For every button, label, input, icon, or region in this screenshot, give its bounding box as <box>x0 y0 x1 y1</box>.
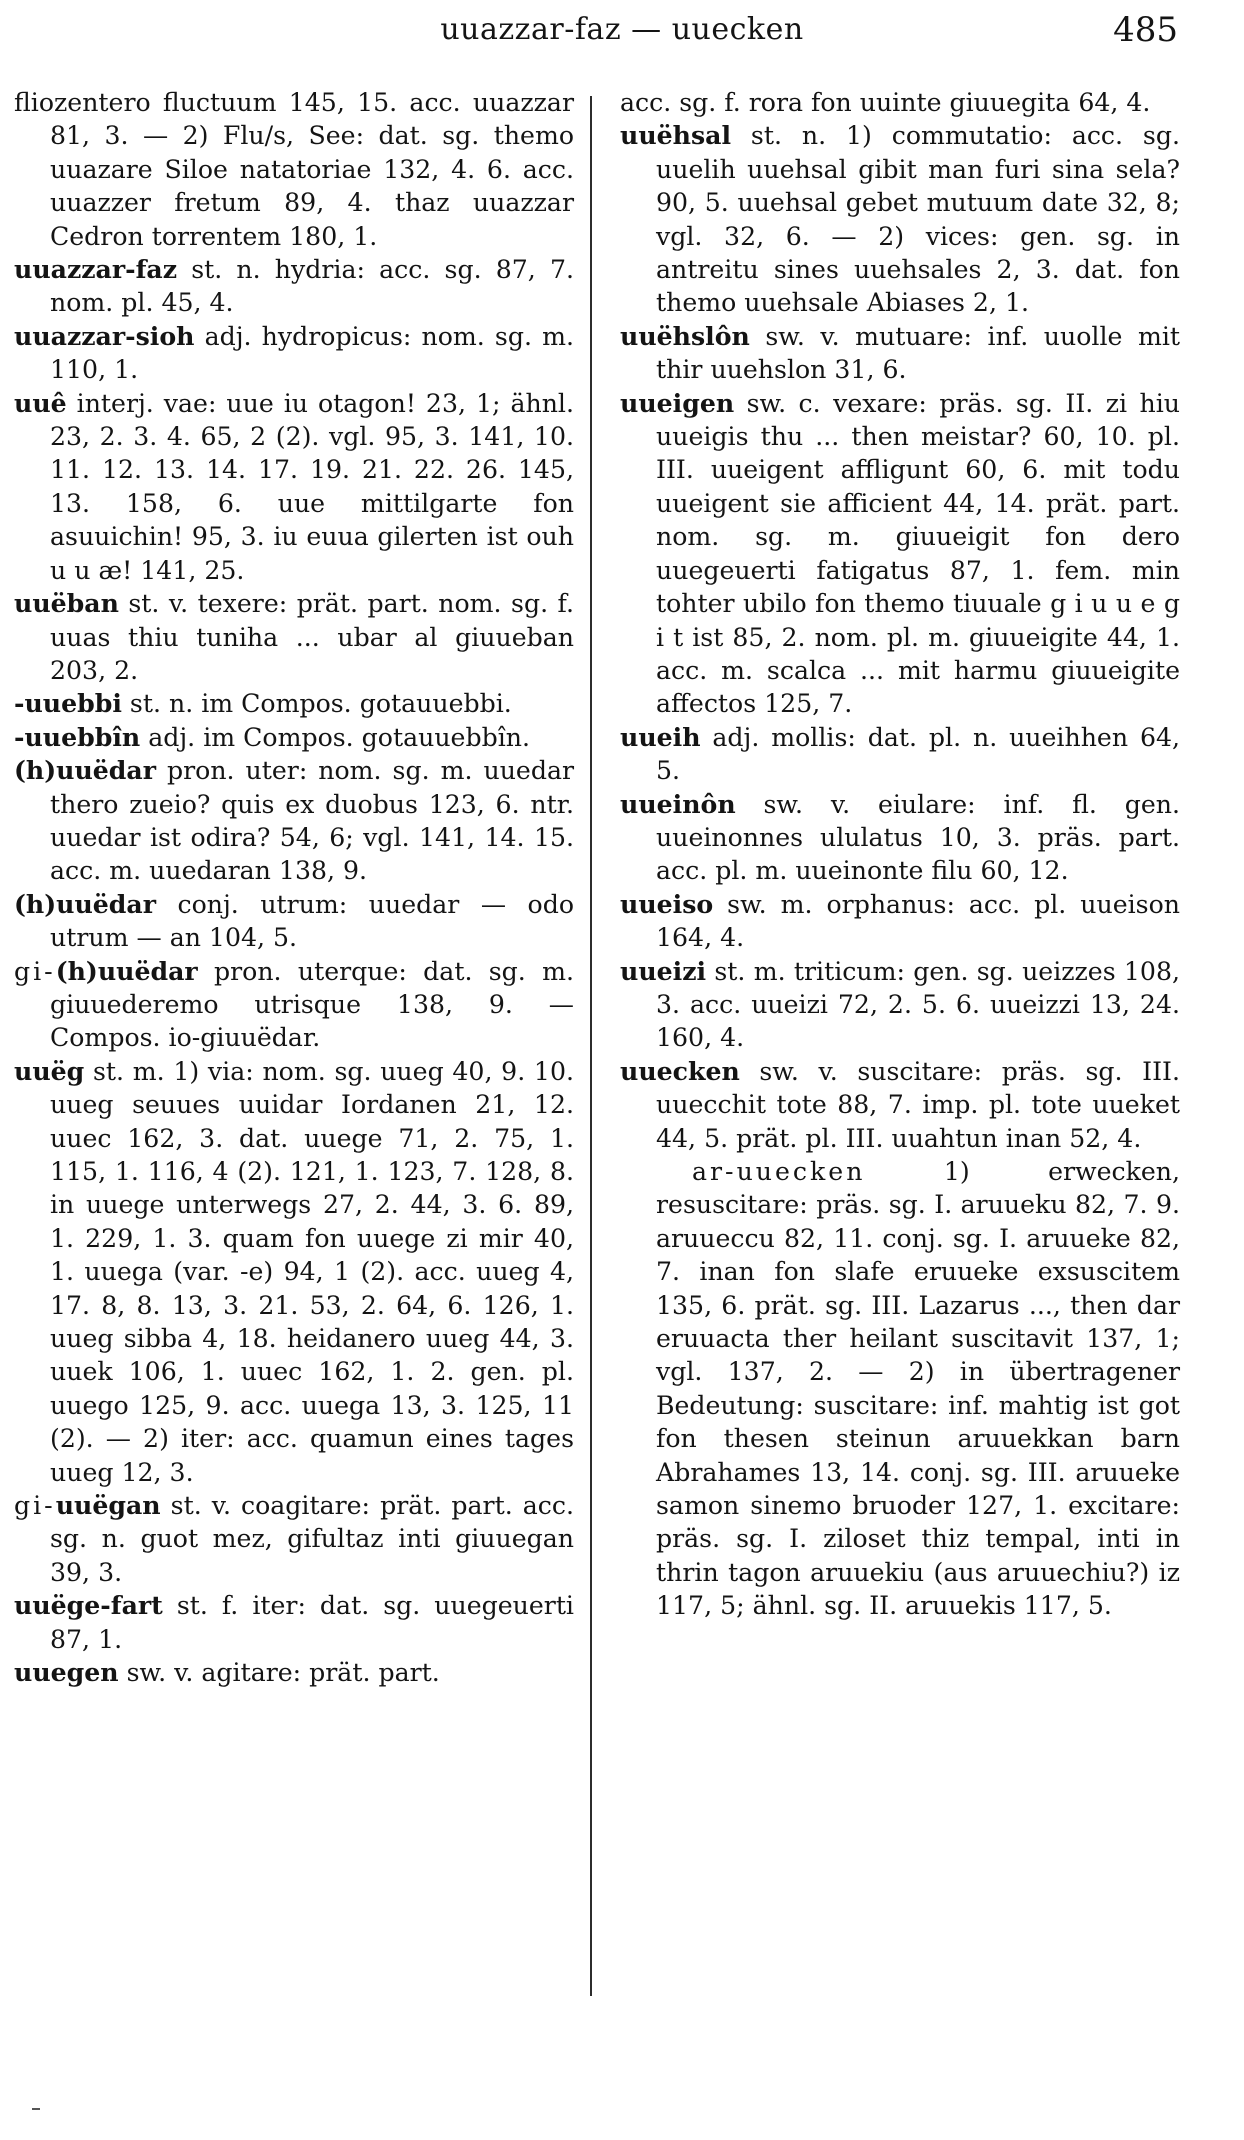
dictionary-entry <box>14 1656 574 1689</box>
dictionary-entry <box>620 1055 1180 1155</box>
entry-text: sw. m. orphanus: acc. pl. uueison 164, 4. <box>656 889 1180 953</box>
dictionary-entry <box>14 1589 574 1656</box>
dictionary-entry <box>620 86 1180 119</box>
dictionary-entry <box>620 1155 1180 1623</box>
entry-text: conj. utrum: uuedar — odo utrum — an 104, 5. <box>50 889 574 953</box>
entry-text: adj. hydropicus: nom. sg. m. 110, 1. <box>50 321 574 385</box>
entry-text: acc. sg. f. rora fon uuinte giuuegita 64, 4. <box>620 88 1151 117</box>
headword: uuegen <box>14 1657 119 1688</box>
headword: uueizi <box>620 955 707 986</box>
dictionary-entry <box>620 788 1180 888</box>
entry-text: st. n. hydria: acc. sg. 87, 7. nom. pl. 45, 4. <box>50 255 574 318</box>
dictionary-entry <box>14 1489 574 1589</box>
dictionary-entry <box>620 888 1180 955</box>
entry-text: 1) erwecken, resuscitare: präs. sg. I. aruueku 82, 7. 9. aruueccu 82, 11. conj. sg. I. aruueke 82, 7. inan fon slafe eruueke exsuscitem 135, 6. prät. sg. III. Lazarus ..., then dar eruuacta ther heilant suscitavit 137, 1; vgl. 137, 2. — 2) in übertragener Bedeutung: suscitare: inf. mahtig ist got fon thesen steinun aruuekkan barn Abrahames 13, 14. conj. sg. III. aruueke samon sinemo bruoder 127, 1. excitare: präs. sg. I. ziloset thiz tempal, inti in thrin tagon aruuekiu (aus aruuechiu?) iz 117, 5; ähnl. sg. II. aruuekis 117, 5. <box>656 1157 1180 1621</box>
dictionary-entry <box>14 1055 574 1489</box>
entry-text: pron. uter: nom. sg. m. uuedar thero zueio? quis ex duobus 123, 6. ntr. uuedar ist odira? 54, 6; vgl. 141, 14. 15. acc. m. uuedaran 138, 9. <box>50 756 574 886</box>
entry-text: st. n. im Compos. gotauuebbi. <box>121 689 512 719</box>
entry-prefix: gi- <box>14 1491 56 1521</box>
dictionary-entry <box>14 86 574 253</box>
dictionary-entry <box>14 387 574 587</box>
headword: uuê <box>14 387 67 418</box>
headword: -uuebbi <box>14 688 122 719</box>
dictionary-entry <box>14 587 574 687</box>
entry-text: interj. vae: uue iu otagon! 23, 1; ähnl. 23, 2. 3. 4. 65, 2 (2). vgl. 95, 3. 141, 10. 11. 12. 13. 14. 17. 19. 21. 22. 26. 145, 13. 158, 6. uue mittilgarte fon asuuichin! 95, 3. iu euua gilerten ist ouh u u æ! 141, 25. <box>50 388 574 585</box>
entry-text: fliozentero fluctuum 145, 15. acc. uuazzar 81, 3. — 2) Flu/s, See: dat. sg. themo uuazare Siloe natatoriae 132, 4. 6. acc. uuazzer fretum 89, 4. thaz uuazzar Cedron torrentem 180, 1. <box>14 88 574 251</box>
entry-text: sw. v. agitare: prät. part. <box>118 1658 440 1688</box>
dictionary-entry <box>14 253 574 320</box>
page-mark <box>32 2108 40 2110</box>
headword: uuëhsal <box>620 120 732 151</box>
headword: uueiso <box>620 888 714 919</box>
entry-prefix: gi- <box>14 956 56 986</box>
entry-text: sw. v. eiulare: inf. fl. gen. uueinonnes ululatus 10, 3. präs. part. acc. pl. m. uueinonte filu 60, 12. <box>656 789 1180 886</box>
headword: uuëgan <box>55 1490 161 1521</box>
dictionary-entry <box>620 721 1180 788</box>
entry-text: adj. im Compos. gotauuebbîn. <box>140 722 530 752</box>
dictionary-entry <box>14 955 574 1055</box>
headword: uuëg <box>14 1055 85 1086</box>
header-title: uuazzar-faz — uuecken <box>440 12 804 47</box>
left-column <box>14 86 574 2121</box>
column-divider <box>590 96 592 1996</box>
headword: (h)uuëdar <box>14 888 156 919</box>
entry-text: adj. mollis: dat. pl. n. uueihhen 64, 5. <box>656 722 1180 786</box>
dictionary-entry <box>14 888 574 955</box>
dictionary-entry <box>14 320 574 387</box>
headword: uueih <box>620 721 701 752</box>
running-header <box>0 8 1244 58</box>
entry-text: st. v. texere: prät. part. nom. sg. f. uuas thiu tuniha ... ubar al giuueban 203, 2. <box>50 589 574 685</box>
entry-text: sw. c. vexare: präs. sg. II. zi hiu uueigis thu ... then meistar? 60, 10. pl. III. uueigent affligunt 60, 6. mit todu uueigent sie afficient 44, 14. prät. part. nom. sg. m. giuueigit fon dero uuegeuerti fatigatus 87, 1. fem. min tohter ubilo fon themo tiuuale g i u u e g i t ist 85, 2. nom. pl. m. giuueigite 44, 1. acc. m. scalca ... mit harmu giuueigite affectos 125, 7. <box>656 388 1180 719</box>
headword: uueinôn <box>620 788 736 819</box>
entry-text: sw. v. suscitare: präs. sg. III. uuecchit tote 88, 7. imp. pl. tote uueket 44, 5. prät. pl. III. uuahtun inan 52, 4. <box>656 1056 1180 1153</box>
headword: uuëhslôn <box>620 320 750 351</box>
headword: (h)uuëdar <box>14 755 156 786</box>
subentry-headword: ar-uuecken <box>692 1157 866 1186</box>
dictionary-entry <box>620 387 1180 721</box>
headword: uuëge-fart <box>14 1590 163 1621</box>
right-column <box>620 86 1180 2121</box>
headword: uuazzar-faz <box>14 254 178 285</box>
entry-text: st. n. 1) commutatio: acc. sg. uuelih uuehsal gibit man furi sina sela? 90, 5. uuehsal gebet mutuum date 32, 8; vgl. 32, 6. — 2) vices: gen. sg. in antreitu sines uuehsales 2, 3. dat. fon themo uuehsale Abiases 2, 1. <box>656 121 1180 318</box>
dictionary-entry <box>14 754 574 888</box>
headword: uuëban <box>14 588 119 619</box>
dictionary-entry <box>14 687 574 720</box>
headword: -uuebbîn <box>14 721 141 752</box>
page-number: 485 <box>1113 10 1178 50</box>
entry-text: st. m. 1) via: nom. sg. uueg 40, 9. 10. uueg seuues uuidar Iordanen 21, 12. uuec 162, 3. dat. uuege 71, 2. 75, 1. 115, 1. 116, 4 (2). 121, 1. 123, 7. 128, 8. in uuege unterwegs 27, 2. 44, 3. 6. 89, 1. 229, 1. 3. quam fon uuege zi mir 40, 1. uuega (var. -e) 94, 1 (2). acc. uueg 4, 17. 8, 8. 13, 3. 21. 53, 2. 64, 6. 126, 1. uueg sibba 4, 18. heidanero uueg 44, 3. uuek 106, 1. uuec 162, 1. 2. gen. pl. uuego 125, 9. acc. uuega 13, 3. 125, 11 (2). — 2) iter: acc. quamun eines tages uueg 12, 3. <box>50 1056 574 1487</box>
dictionary-entry <box>14 721 574 754</box>
dictionary-entry <box>620 955 1180 1055</box>
dictionary-entry <box>620 119 1180 319</box>
headword: uuazzar-sioh <box>14 320 195 351</box>
headword: (h)uuëdar <box>55 955 198 986</box>
entry-text: st. f. iter: dat. sg. uuegeuerti 87, 1. <box>50 1591 574 1654</box>
headword: uuecken <box>620 1055 740 1086</box>
entry-text: sw. v. mutuare: inf. uuolle mit thir uuehslon 31, 6. <box>656 321 1180 385</box>
headword: uueigen <box>620 387 735 418</box>
entry-text: st. m. triticum: gen. sg. ueizzes 108, 3. acc. uueizi 72, 2. 5. 6. uueizzi 13, 24. 160, 4. <box>656 956 1180 1053</box>
entry-text: pron. uterque: dat. sg. m. giuuederemo utrisque 138, 9. — Compos. io-giuuëdar. <box>50 956 574 1053</box>
entry-text: st. v. coagitare: prät. part. acc. sg. n. guot mez, gifultaz inti giuuegan 39, 3. <box>50 1491 574 1587</box>
dictionary-entry <box>620 320 1180 387</box>
